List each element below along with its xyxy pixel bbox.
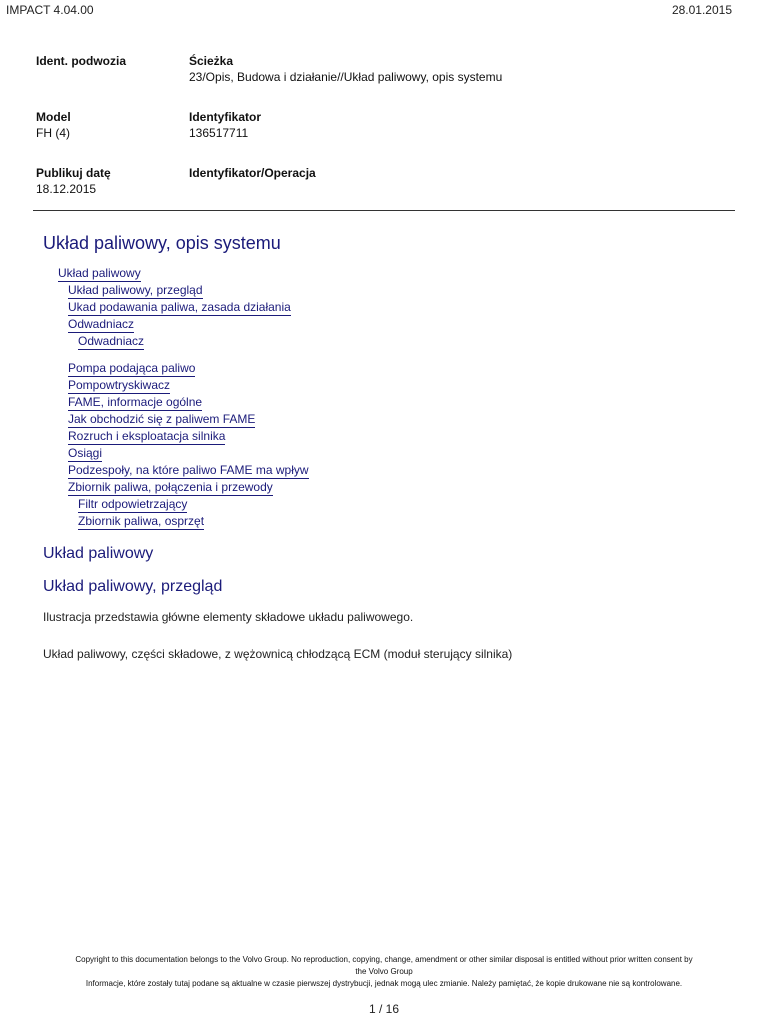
intro-paragraph: Ilustracja przedstawia główne elementy składowe układu paliwowego. [43, 610, 414, 624]
publish-date-value: 18.12.2015 [36, 182, 97, 196]
toc-link[interactable]: Odwadniacz [68, 317, 135, 331]
path-value: 23/Opis, Budowa i działanie//Układ paliwowy, opis systemu [189, 70, 503, 84]
toc-link[interactable]: Odwadniacz [78, 334, 145, 348]
chassis-id-block [36, 54, 126, 70]
section-heading-fuel-system: Układ paliwowy [43, 545, 154, 562]
page-number: 1 / 16 [368, 1002, 400, 1016]
copyright-footer [30, 954, 738, 990]
operation-block [189, 166, 316, 182]
toc-link[interactable]: Jak obchodzić się z paliwem FAME [68, 412, 256, 426]
identifier-label: Identyfikator [189, 110, 262, 124]
disclaimer-line: Informacje, które zostały tutaj podane są aktualne w czasie pierwszej dystrybucji, jednak mogą ulec zmianie. Należy pamiętać, że kopie drukowane nie są kontrolowane. [85, 979, 683, 988]
toc-link[interactable]: FAME, informacje ogólne [68, 395, 203, 409]
toc-link[interactable]: Układ paliwowy, przegląd [68, 283, 203, 297]
operation-label: Identyfikator/Operacja [189, 166, 316, 180]
identifier-value: 136517711 [189, 126, 249, 140]
model-block [36, 110, 71, 140]
header-date: 28.01.2015 [671, 3, 732, 17]
page-header [6, 3, 732, 17]
toc-link[interactable]: Pompowtryskiwacz [68, 378, 171, 392]
model-label: Model [36, 110, 71, 124]
header-divider [33, 210, 735, 211]
toc-link[interactable]: Podzespoły, na które paliwo FAME ma wpływ [68, 463, 309, 477]
toc-link[interactable]: Rozruch i eksploatacja silnika [68, 429, 226, 443]
identifier-block [189, 110, 261, 140]
toc-link[interactable]: Zbiornik paliwa, osprzęt [78, 514, 205, 528]
toc-link[interactable]: Pompa podająca paliwo [68, 361, 196, 375]
toc-link[interactable]: Osiągi [68, 446, 103, 460]
chassis-id-label: Ident. podwozia [36, 54, 126, 68]
path-block [189, 54, 502, 84]
toc-link[interactable]: Układ paliwowy [58, 266, 141, 280]
copyright-line: the Volvo Group [355, 967, 413, 976]
publish-date-label: Publikuj datę [36, 166, 111, 180]
copyright-line: Copyright to this documentation belongs to the Volvo Group. No reproduction, copying, change, amendment or other similar disposal is entitled without prior written consent by [75, 955, 693, 964]
toc-link[interactable]: Ukad podawania paliwa, zasada działania [68, 300, 291, 314]
publish-date-block [36, 166, 111, 196]
app-version: IMPACT 4.04.00 [6, 3, 94, 17]
section-heading-overview: Układ paliwowy, przegląd [43, 578, 223, 595]
model-value: FH (4) [36, 126, 70, 140]
path-label: Ścieżka [189, 54, 234, 68]
toc-link[interactable]: Zbiornik paliwa, połączenia i przewody [68, 480, 273, 494]
figure-caption: Układ paliwowy, części składowe, z wężownicą chłodzącą ECM (moduł sterujący silnika) [43, 647, 513, 661]
document-title: Układ paliwowy, opis systemu [43, 233, 281, 253]
toc-link[interactable]: Filtr odpowietrzający [78, 497, 188, 511]
